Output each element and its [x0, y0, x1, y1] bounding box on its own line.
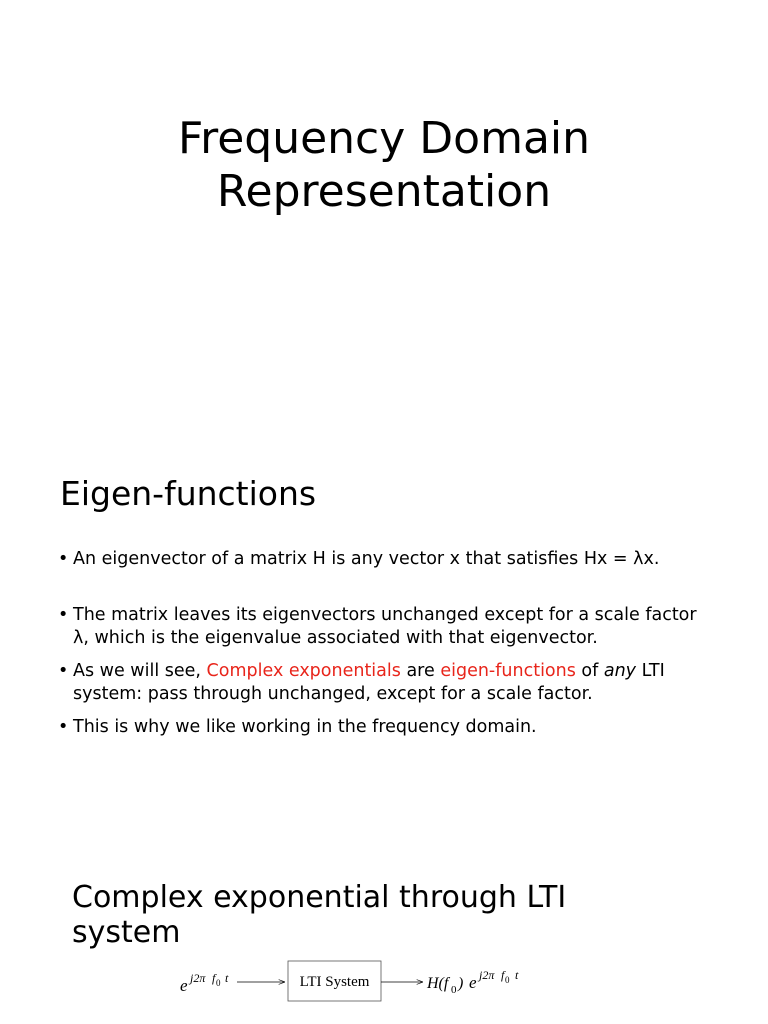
heading-line-1: Complex exponential through LTI: [72, 880, 567, 915]
bullet-text: This is why we like working in the frequency domain.: [73, 717, 537, 737]
lti-system-label: LTI System: [299, 974, 370, 990]
bullet-text-mid2: of: [575, 661, 604, 681]
emphasis-any: any: [603, 661, 637, 681]
bullet-text: An eigenvector of a matrix H is any vector x that satisfies Hx = λx.: [73, 549, 660, 569]
input-exp-f: f: [212, 971, 216, 985]
highlight-eigen-functions: eigen-functions: [440, 661, 576, 681]
output-exp-sub: 0: [505, 975, 510, 985]
input-signal: [180, 971, 229, 995]
bullet-text-pre: As we will see,: [73, 661, 207, 681]
bullet-item-frequency-domain: [58, 716, 718, 739]
bullet-item-complex-exponentials: [58, 660, 718, 706]
bullet-dot: •: [58, 549, 69, 569]
output-h: H(f: [427, 975, 449, 992]
bullet-dot: •: [58, 605, 69, 625]
output-h-close: ): [458, 975, 464, 992]
heading-line-2: system: [72, 915, 181, 950]
bullet-text-mid: are: [400, 661, 441, 681]
input-exp-prefix: j2π: [190, 971, 206, 985]
input-base: e: [180, 976, 188, 995]
highlight-complex-exponentials: Complex exponentials: [206, 661, 401, 681]
lti-diagram-svg: [175, 953, 535, 1003]
title-line-2: Representation: [216, 166, 552, 217]
title-line-1: Frequency Domain: [177, 113, 591, 164]
bullet-text-line-2: λ, which is the eigenvalue associated with that eigenvector.: [73, 628, 598, 648]
bullet-dot: •: [58, 717, 69, 737]
title-slide: [0, 0, 768, 440]
lti-system-slide: [0, 840, 768, 1024]
bullet-item-scale-factor: [58, 604, 718, 650]
bullet-text-post: LTI: [636, 661, 665, 681]
eigen-functions-slide: [0, 440, 768, 840]
lti-block-diagram: [175, 953, 535, 1003]
bullet-list: [58, 548, 718, 739]
output-exp-t: t: [515, 968, 519, 982]
bullet-text-line-2: system: pass through unchanged, except for a scale factor.: [73, 684, 593, 704]
slide-heading: Eigen-functions: [60, 474, 317, 513]
slide-title: [0, 112, 768, 218]
output-exp-f: f: [501, 968, 505, 982]
output-base: e: [469, 973, 477, 992]
input-exp-sub: 0: [216, 978, 221, 988]
bullet-dot: •: [58, 661, 69, 681]
input-exp-t: t: [225, 971, 229, 985]
bullet-item-eigenvector: [58, 548, 718, 571]
slide-heading: [72, 880, 566, 950]
output-exp-prefix: j2π: [479, 968, 495, 982]
bullet-text-line-1: The matrix leaves its eigenvectors unchanged except for a scale factor: [73, 605, 697, 625]
output-h-sub: 0: [451, 984, 457, 996]
output-signal: [426, 968, 519, 996]
